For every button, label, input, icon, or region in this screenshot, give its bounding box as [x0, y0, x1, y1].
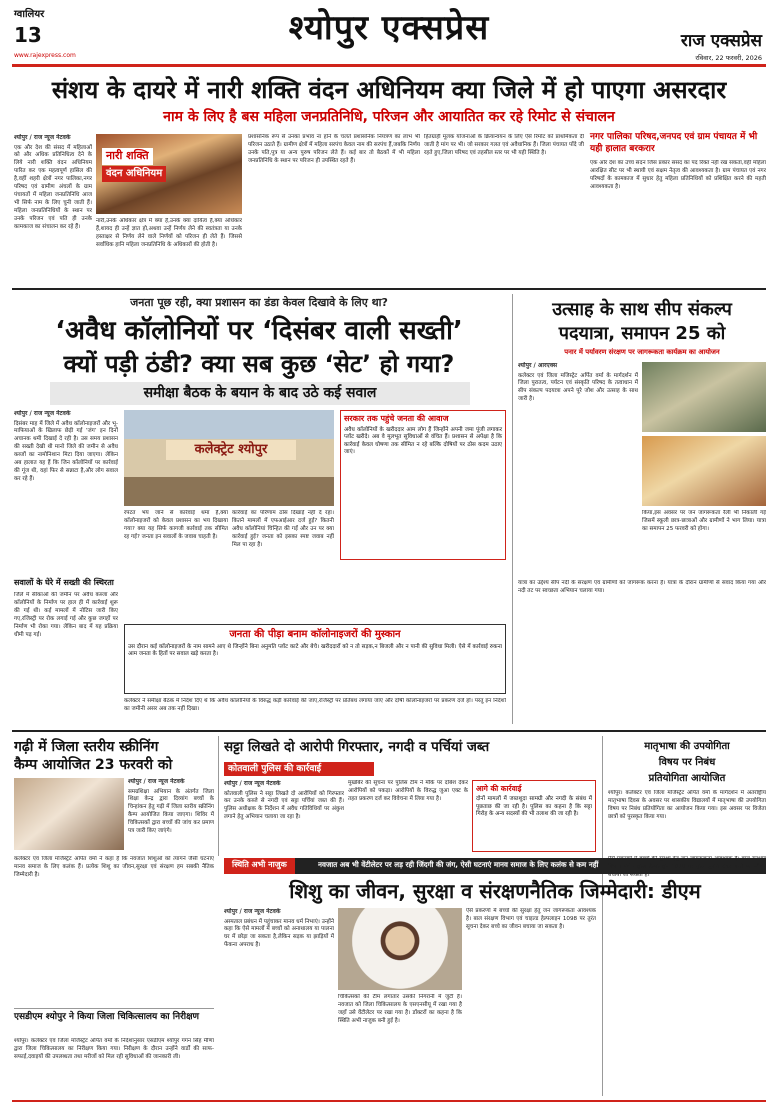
pledge-headline-1: उत्साह के साथ सीप संकल्प — [552, 299, 732, 320]
satta-column-1 — [224, 780, 344, 852]
child-column-2 — [338, 994, 462, 1098]
child-byline: श्योपुर / राज न्यूज नेटवर्क — [224, 908, 281, 915]
mother-body: श्योपुर। कलेक्टर एवं जिला मजिस्ट्रेट अर्पित वर्मा के मार्गदर्शन में अंतर्राष्ट्रीय मातृभाषा दिवस के अवसर पर शासकीय विद्यालयों में मातृभाषा की उपयोगिता विषय पर निबंध प्रतियोगिता का आयोजन किया गया। इस अवसर पर विजेता छात्रों को पुरस्कृत किया गया। — [608, 790, 766, 820]
brand-name: राज एक्सप्रेस — [680, 31, 762, 51]
pledge-column-2 — [642, 510, 766, 576]
footer-rule — [12, 1100, 766, 1102]
colonies-box-body: अवैध कॉलोनियों के खरीददार आम लोग हैं जिन्होंने अपनी जमा पूंजी लगाकर प्लॉट खरीदे। अब वे मूलभूत सुविधाओं से वंचित हैं। प्रशासन से अपेक्षा है कि कार्रवाई केवल घोषणा तक सीमित न रहे बल्कि दोषियों पर ठोस कदम उठाए जाएं। — [344, 426, 502, 456]
lead-body-1: एक और देश की संसद में महिलाओं को और अधिक प्रतिनिधित्व देने के लिये नारी शक्ति वंदन अधिनियम पारित कर एक महत्वपूर्ण हासिल की है,वहीं शहरी क्षेत्रों नगर पालिका,नगर परिषद एवं ग्रामीण अंचलों के ग्राम पंचायतों में महिला जनप्रतिनिधि आज भी सिर्फ नाम के लिए चुनी जाती हैं। महिला जनप्रतिनिधियों के स्थान पर उनके परिजन एवं पति ही उनके कामकाज का संचालन कर रहे हैं। — [14, 144, 92, 230]
child-tag: स्थिति अभी नाजुक — [224, 858, 295, 874]
lead-photo-caption-1: नारी शक्ति — [102, 148, 153, 165]
satta-column-2 — [348, 780, 468, 852]
satta-body-1: कोतवाली पुलिस ने सट्टा लिखते दो आरोपियों को गिरफ्तार कर उनके कब्जे से नगदी एवं सट्टा पर्चियां जब्त की हैं। पुलिस अधीक्षक के निर्देशन में अवैध गतिविधियों पर अंकुश लगाने हेतु अभियान चलाया जा रहा है। — [224, 790, 344, 821]
screening-column — [128, 778, 214, 850]
pledge-column-1 — [518, 362, 638, 576]
collectorate-photo — [124, 410, 334, 506]
satta-byline: श्योपुर / राज न्यूज नेटवर्क — [224, 780, 281, 787]
mother-divider — [602, 736, 603, 1096]
pledge-divider — [512, 294, 513, 724]
colonies-headline-1: ‘अवैध कॉलोनियों पर ‘दिसंबर वाली सख्ती’ — [55, 316, 463, 346]
child-column-1 — [224, 908, 334, 1098]
lead-column-5 — [590, 160, 766, 284]
colonies-kicker: जनता पूछ रही, क्या प्रशासन का डंडा केवल दिखावे के लिए था? — [130, 296, 388, 309]
lead-side-head: नगर पालिका परिषद,जनपद एवं ग्राम पंचायत में भी यही हालात बरकरार — [590, 132, 758, 154]
child-body-1: कलेक्टर एवं जिला मजिस्ट्रेट अर्पित वर्मा ने कहा है कि नवजात शिशुओं को त्यागने जैसी घटनाएं मानव समाज के लिए कलंक हैं। प्रत्येक शिशु का जीवन,सुरक्षा एवं संरक्षण हम सबकी नैतिक जिम्मेदारी है। — [14, 856, 214, 878]
city-label: ग्वालियर — [14, 9, 45, 20]
colonies-column-3 — [232, 510, 334, 620]
colonies-voice-box — [340, 410, 506, 560]
colonies-body-6: कलेक्टर ने समीक्षा बैठक में निर्देश दिए थे कि अवैध कॉलोनियों के विरुद्ध कड़ी कार्रवाई की जाए,रजिस्ट्री पर प्रतिबंध लगाया जाए और दोषी कॉलोनाइजरों पर प्रकरण दर्ज हों। परंतु इन निर्देशों का जमीनी असर अब तक नहीं दिखा। — [124, 698, 506, 712]
child-strap: नवजात अब भी वेंटीलेटर पर लड़ रही जिंदगी की जंग, ऐसी घटनाएं मानव समाज के लिए कलंक से कम नहीं — [318, 860, 599, 869]
lead-byline: श्योपुर / राज न्यूज नेटवर्क — [14, 134, 71, 141]
section-title: श्योपुर एक्सप्रेस — [288, 8, 490, 48]
mid-rule — [12, 730, 766, 732]
hospital-headline: एसडीएम श्योपुर ने किया जिला चिकित्सालय का निरीक्षण — [14, 1012, 200, 1022]
satta-box-body: दोनों मामलों में जब्तशुदा सामग्री और नगदी के संबंध में पूछताछ की जा रही है। पुलिस का कहना है कि सट्टा गिरोह के अन्य सदस्यों की भी तलाश की जा रही है। — [476, 796, 592, 818]
satta-box-head: आगे की कार्रवाई — [476, 784, 522, 793]
colonies-body-1: दिसंबर माह में जिले में अवैध कॉलोनाइजरों और भू-माफियाओं के खिलाफ छेड़ी गई ‘जंग’ इन दिनों अचानक थमी दिखाई दे रही है। उस समय प्रशासन की सख्ती देखी थी मानो जिले की जमीन से अवैध कब्जों का नामोनिशान मिटा दिया जाएगा। लेकिन अब हालात यह हैं कि जिन कॉलोनियों पर कार्रवाई की गूंज थी, वहां फिर से सन्नाटा है,और लोग सवाल कर रहे हैं। — [14, 420, 118, 483]
lead-photo — [96, 134, 242, 214]
screening-headline-2: कैम्प आयोजित 23 फरवरी को — [14, 757, 173, 773]
pledge-body-1: कलेक्टर एवं जिला मजिस्ट्रेट अर्पित वर्मा के मार्गदर्शन में जिला पुरातत्व, पर्यटन एवं संस्कृति परिषद के तत्वाधान में सीप संकल्प पदयात्रा अपने पूरे जोश और उत्साह के साथ जारी है। — [518, 372, 638, 403]
colonies-body-3: रपटत भय जाने से कार्रवाई थमा है,क्या कॉलोनाइजरों को केवल प्रशासन का भय दिखाया गया? क्या यह सिर्फ कागजी कार्रवाई तक सीमित रह गई? जनता इन सवालों के जवाब चाहती है। — [124, 510, 228, 540]
pledge-headline-2: पदयात्रा, समापन 25 को — [558, 323, 726, 344]
child-body-4b: ऐसे प्रकरणों में बच्चों की सुरक्षा हेतु जन जागरूकता आवश्यक है। बाल संरक्षण विभाग एवं चाइल्ड हेल्पलाइन 1098 पर तुरंत सूचना देकर बच्चे का जीवन बचाया जा सकता है। — [608, 856, 766, 878]
colonies-column-1 — [14, 410, 118, 575]
child-body-3: अस्पताल प्रबंधन में पहुंचाकर मानव धर्म निभाएं। उन्होंने कहा कि ऐसे मामलों में बच्चों को अनाथालय या पालना घर में छोड़ा जा सकता है,लेकिन सड़क या झाड़ियों में फेंकना अपराध है। — [224, 918, 334, 949]
lead-photo-caption-2: वंदन अधिनियम — [102, 166, 166, 182]
lead-body-4: हितग्राही मूलक योजनाओं के क्रियान्वयन के लिए ऐसे रिमोट को प्राथमिकता दी जाती है मांग पर भी। जो सरकार गलत एवं अवैधानिक हैं। जिला पंचायत पाँदे जी रहते हुए,जिला परिषद एवं तहसील स्तर पर भी यही स्थिति है। — [424, 134, 584, 156]
screening-continued — [14, 856, 214, 1006]
child-headline: शिशु का जीवन, सुरक्षा व संरक्षणनैतिक जिम्मेदारी: डीएम — [289, 879, 701, 903]
pledge-subhead: पनार में पर्यावरण संरक्षण पर जागरूकता कार्यक्रम का आयोजन — [564, 348, 720, 356]
colonies-subhead-2: सवालों के घेरे में सख्ती की स्थिरता — [14, 578, 114, 587]
colonies-headline-2: क्यों पड़ी ठंडी? क्या सब कुछ ‘सेट’ हो गया? — [63, 350, 455, 378]
satta-body-2: मुखबिर की सूचना पर पुलिस टीम ने मौके पर दबिश देकर आरोपियों को पकड़ा। आरोपियों के विरुद्ध जुआ एक्ट के तहत प्रकरण दर्ज कर विवेचना में लिया गया है। — [348, 780, 468, 802]
satta-subhead: कोतवाली पुलिस की कार्रवाई — [224, 762, 374, 776]
colonies-byline: श्योपुर / राज न्यूज नेटवर्क — [14, 410, 71, 417]
colonies-body-4: कार्रवाई का परिणाम ठोस दिखाई नहीं दे रहा। कितने मामलों में एफआईआर दर्ज हुई? कितनी अवैध कॉलोनियां चिन्हित की गईं और उन पर क्या कार्रवाई हुई? जनता को इसका स्पष्ट जवाब नहीं मिल पा रहा है। — [232, 510, 334, 548]
child-column-3 — [466, 908, 596, 1098]
lead-subhead: नाम के लिए है बस महिला जनप्रतिनिधि, परिजन और आयातित कर रहे रिमोट से संचालन — [163, 109, 615, 125]
pledge-byline: श्योपुर / आरएक्स — [518, 362, 558, 369]
lead-column-1 — [14, 134, 92, 284]
hospital-body: श्योपुर। कलेक्टर एवं जिला मजिस्ट्रेट अर्पित वर्मा के निर्देशानुसार एसडीएम श्योपुर गगन सिंह मीणा द्वारा जिला चिकित्सालय का निरीक्षण किया गया। निरीक्षण के दौरान उन्होंने वार्डों की साफ-सफाई,दवाइयों की उपलब्धता तथा मरीजों को मिल रही सुविधाओं की जानकारी ली। — [14, 1038, 214, 1060]
pledge-photo-2 — [642, 436, 766, 506]
colonies-pain-box — [124, 624, 506, 694]
pledge-body-3: किया,इस अवसर पर जन जागरूकता रैली भी निकाली गई जिसमें स्कूली छात्र-छात्राओं और ग्रामीणों ने भाग लिया। यात्रा का समापन 25 फरवरी को होगा। — [642, 510, 766, 532]
satta-divider — [218, 736, 219, 856]
lead-column-4 — [424, 134, 584, 284]
mother-headline-3: प्रतियोगिता आयोजित — [648, 773, 726, 784]
dm-photo — [338, 908, 462, 990]
lead-column-3 — [248, 134, 420, 284]
child-body-2: चिकित्सकों की टीम लगातार उसकी निगरानी में जुटी है। नवजात को जिला चिकित्सालय के एसएनसीयू में रखा गया है जहाँ उसे वेंटीलेटर पर रखा गया है। डॉक्टरों का कहना है कि स्थिति अभी नाजुक बनी हुई है। — [338, 994, 462, 1024]
date-line: रविवार, 22 फरवरी, 2026 — [695, 54, 762, 62]
child-column-4 — [608, 856, 766, 1096]
pledge-photo-1 — [642, 362, 766, 432]
screening-photo — [14, 778, 124, 850]
satta-headline: सट्टा लिखते दो आरोपी गिरफ्तार, नगदी व पर्चियां जब्त — [224, 739, 490, 755]
colonies-column-4 — [124, 698, 506, 724]
mother-column — [608, 790, 766, 850]
colonies-subhead: समीक्षा बैठक के बयान के बाद उठे कई सवाल — [50, 382, 470, 405]
colonies-box2-head: जनता की पीड़ा बनाम कॉलोनाइजरों की मुस्कान — [229, 629, 401, 640]
pledge-body-2: यात्रा का उद्देश्य सीप नदी के संरक्षण एवं ग्रामीणों को जागरूक करना है। यात्रा के दौरान ग्रामीणों से संवाद किया गया और नदी तट पर स्वच्छता अभियान चलाया गया। — [518, 580, 766, 594]
lead-headline: संशय के दायरे में नारी शक्ति वंदन अधिनियम क्या जिले में हो पाएगा असरदार — [51, 76, 727, 104]
child-body-4: ऐसे प्रकरणों में बच्चों की सुरक्षा हेतु जन जागरूकता आवश्यक है। बाल संरक्षण विभाग एवं चाइल्ड हेल्पलाइन 1098 पर तुरंत सूचना देकर बच्चे का जीवन बचाया जा सकता है। — [466, 908, 596, 930]
mother-headline-1: मातृभाषा की उपयोगिता — [644, 741, 730, 752]
colonies-column-1b — [14, 592, 118, 722]
lead-bottom-rule — [12, 288, 766, 290]
page-number: 13 — [14, 23, 42, 47]
lead-body-3: प्रशासनिक रूप से उनका प्रभाव ना होने के चलते प्रशासनिक नियंत्रण का लाभ भी परिजन उठाते हैं। ग्रामीण क्षेत्रों में महिला सरपंच केवल नाम की सरपंच हैं,जबकि निर्णय उनके पति,पुत्र या अन्य पुरुष परिजन लेते हैं। कई बार तो बैठकों में भी महिला जनप्रतिनिधि के स्थान पर परिजन ही उपस्थित रहते हैं। — [248, 134, 420, 164]
hospital-rule — [14, 1008, 214, 1009]
colonies-body-5: उस दौरान कई कॉलोनाइजरों के नाम सामने आए थे जिन्होंने बिना अनुमति प्लॉट काटे और बेचे। खरीददारों को न तो सड़क,न बिजली और न पानी की सुविधा मिली। ऐसे में कार्रवाई रुकना आम जनता के हितों पर सवाल खड़े करता है। — [128, 643, 502, 658]
lead-body-2: नारी,उनके अधिकार क्षेत्र में क्या है,उनके क्या दायित्व हैं,क्या अधिकार हैं,शायद ही उन्हें ज्ञात हो,अथवा उन्हें निर्णय लेने की स्वतंत्रता या उनके हस्ताक्षर से निर्णय लेने वाले निर्णयों को परिजन ही लेते हैं। जिससे सर्वाधिक हानि महिला जनप्रतिनिधि के अधिकारों की होती है। — [96, 218, 242, 248]
screening-byline: श्योपुर / राज न्यूज नेटवर्क — [128, 778, 185, 785]
colonies-column-2 — [124, 510, 228, 620]
mother-headline-2: विषय पर निबंध — [658, 757, 716, 768]
collectorate-sign: कलेक्ट्रेट श्योपुर — [166, 440, 296, 460]
screening-body: समग्रशिक्षा अभियान के अंतर्गत जिला शिक्षा केन्द्र द्वारा दिव्यांग बच्चों के चिन्हांकन हेतु गढ़ी में जिला स्तरीय स्क्रीनिंग कैम्प आयोजित किया जाएगा। शिविर में चिकित्सकों द्वारा बच्चों की जांच कर प्रमाण पत्र जारी किए जाएंगे। — [128, 788, 214, 835]
masthead — [0, 0, 778, 64]
pledge-column-3 — [518, 580, 766, 724]
satta-box — [472, 780, 596, 852]
website-url: www.rajexpress.com — [14, 52, 76, 59]
screening-headline-1: गढ़ी में जिला स्तरीय स्क्रीनिंग — [14, 739, 159, 755]
masthead-rule — [12, 64, 766, 67]
colonies-body-2: जिले में सीकाओं की जमीन पर अवैध कब्जा और कॉलोनियों के निर्माण पर हाल ही में कार्रवाई शुरू की गई थी। कई मामलों में नोटिस जारी किए गए,रजिस्ट्री पर रोक लगाई गई और कुछ जगहों पर निर्माण भी रोका गया। लेकिन बाद में यह प्रक्रिया धीमी पड़ गई। — [14, 592, 118, 638]
colonies-box-head: सरकार तक पहुंचे जनता की आवाज — [344, 414, 449, 423]
lead-body-5: एक ओर देश का उच्च सदन जिस प्रकार संसद का पद रिक्त नहीं रख सकता,वहीं महिला आरक्षित सीट पर भी स्थायी एवं सक्षम नेतृत्व की आवश्यकता है। ग्राम पंचायत एवं नगर परिषदों के कामकाज में सुधार हेतु महिला प्रतिनिधियों को प्रशिक्षित करने की महती आवश्यकता है। — [590, 160, 766, 190]
lead-column-2 — [96, 218, 242, 284]
hospital-column — [14, 1038, 214, 1096]
